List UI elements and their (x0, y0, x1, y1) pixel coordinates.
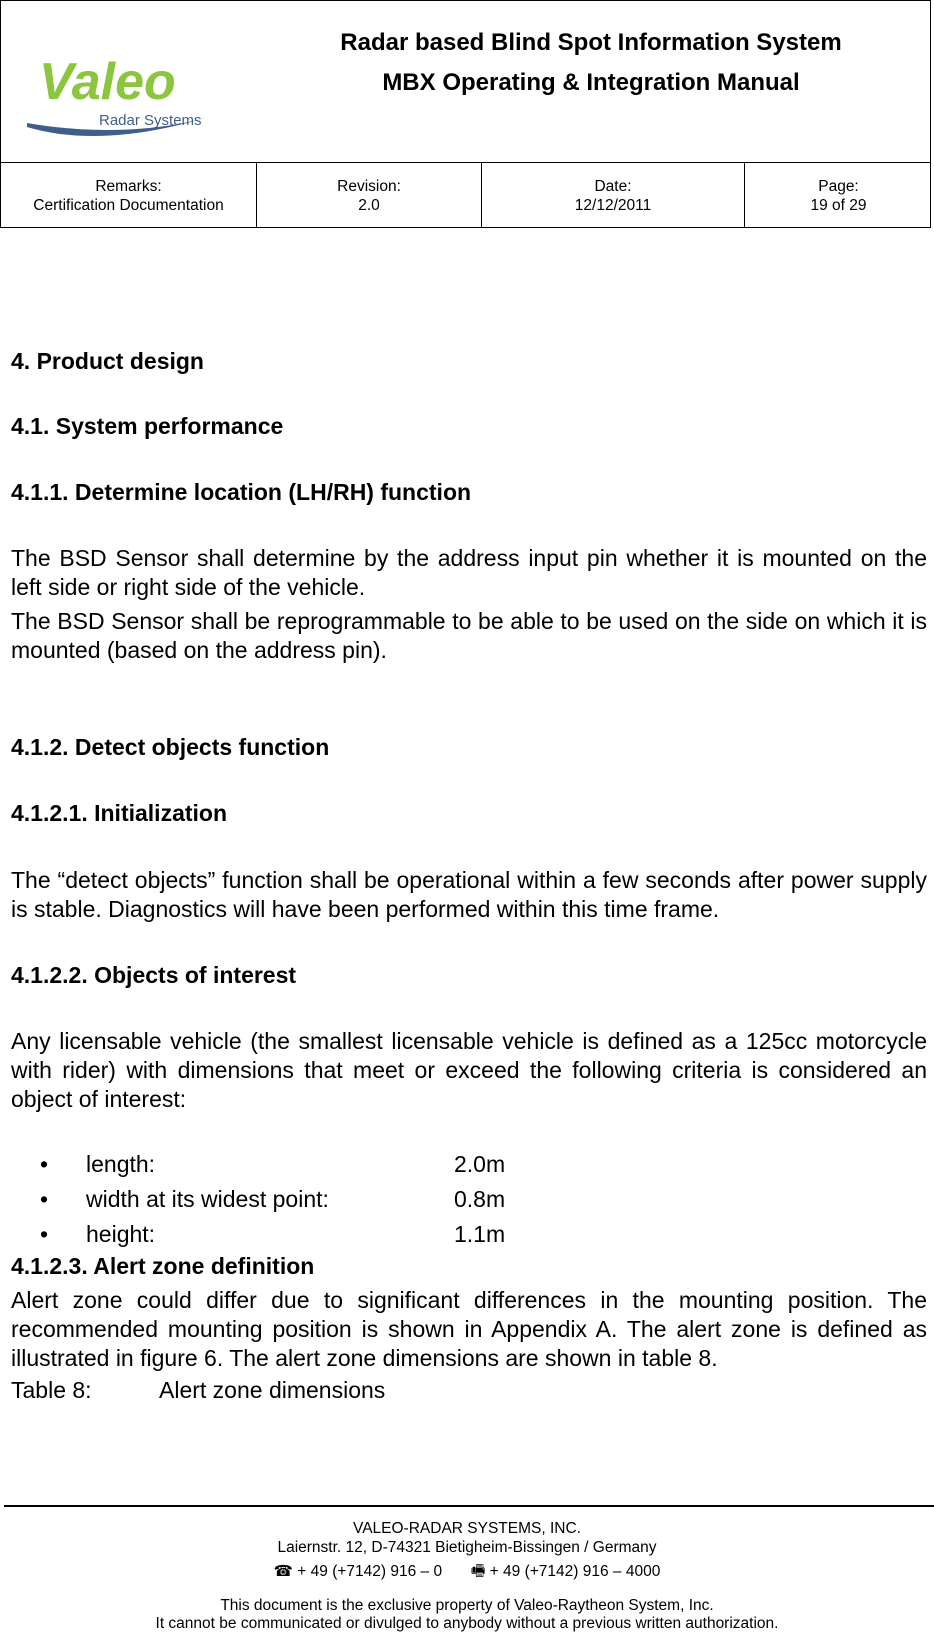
date-value: 12/12/2011 (574, 197, 652, 214)
revision-cell (256, 163, 481, 227)
table-label: Table 8: (11, 1377, 92, 1403)
heading-detect-objects: 4.1.2. Detect objects function (11, 734, 330, 760)
page-label: Page: (818, 178, 859, 195)
paragraph-address-pin: The BSD Sensor shall determine by the address input pin whether it is mounted on the left side or right side of the vehicle. (11, 545, 927, 600)
paragraph-alert-zone: Alert zone could differ due to significant differences in the mounting position. The recommended mounting position is shown in Appendix A. The alert zone is defined as illustrated in figure 6. The alert zone dimensions are shown in table 8. (11, 1287, 927, 1371)
heading-initialization: 4.1.2.1. Initialization (11, 800, 228, 826)
paragraph-objects-of-interest: Any licensable vehicle (the smallest licensable vehicle is defined as a 125cc motorcycle with rider) with dimensions that meet or exceed the following criteria is considered an object of interest: (11, 1028, 927, 1112)
date-cell (481, 163, 744, 227)
date-label: Date: (594, 178, 632, 195)
criteria-label: height: (86, 1221, 156, 1247)
page-cell (744, 163, 932, 227)
criteria-value: 1.1m (454, 1221, 506, 1247)
revision-label: Revision: (337, 178, 401, 195)
bullet-point: • (40, 1186, 49, 1212)
valeo-logo (25, 53, 235, 139)
criteria-value: 2.0m (454, 1151, 506, 1177)
bullet-point: • (40, 1151, 49, 1177)
document-subtitle: MBX Operating & Integration Manual (382, 69, 800, 96)
footer-address: Laiernstr. 12, D-74321 Bietigheim-Bissingen / Germany (277, 1539, 657, 1556)
footer-company: VALEO-RADAR SYSTEMS, INC. (353, 1520, 581, 1537)
header-info-row (1, 163, 930, 227)
paragraph-reprogrammable: The BSD Sensor shall be reprogrammable to be able to be used on the side on which it is mounted (based on the address pin). (11, 608, 927, 663)
criteria-label: width at its widest point: (86, 1186, 329, 1212)
document-title: Radar based Blind Spot Information System (340, 29, 842, 56)
revision-value: 2.0 (358, 197, 380, 214)
heading-alert-zone: 4.1.2.3. Alert zone definition (11, 1253, 315, 1279)
logo-subtitle: Radar Systems (99, 112, 202, 129)
footer-notice-confidential: It cannot be communicated or divulged to anybody without a previous written authorization. (155, 1615, 779, 1632)
page-value: 19 of 29 (810, 197, 867, 214)
table-caption (11, 1377, 386, 1404)
logo-brand: Valeo (39, 53, 176, 111)
criteria-value: 0.8m (454, 1186, 506, 1212)
heading-system-performance: 4.1. System performance (11, 413, 284, 439)
table-title: Alert zone dimensions (159, 1377, 386, 1403)
heading-determine-location: 4.1.1. Determine location (LH/RH) function (11, 479, 472, 505)
criteria-label: length: (86, 1151, 156, 1177)
fax-icon: 🖷 (470, 1563, 486, 1580)
footer-phone: + 49 (+7142) 916 – 0 (297, 1563, 443, 1580)
document-header (0, 0, 931, 228)
paragraph-initialization: The “detect objects” function shall be operational within a few seconds after power supply is stable. Diagnostics will have been performed within this time frame. (11, 867, 927, 922)
footer-fax: + 49 (+7142) 916 – 4000 (489, 1563, 661, 1580)
footer-notice-property: This document is the exclusive property of Valeo-Raytheon System, Inc. (220, 1597, 714, 1614)
footer-divider (4, 1505, 934, 1507)
header-title-area (1, 1, 930, 163)
remarks-value: Certification Documentation (33, 197, 224, 214)
bullet-point: • (40, 1221, 49, 1247)
phone-icon: ☎ (273, 1563, 293, 1580)
footer-contact (0, 1559, 934, 1586)
heading-objects-of-interest: 4.1.2.2. Objects of interest (11, 962, 297, 988)
heading-product-design: 4. Product design (11, 348, 204, 374)
remarks-cell (1, 163, 256, 227)
remarks-label: Remarks: (95, 178, 162, 195)
